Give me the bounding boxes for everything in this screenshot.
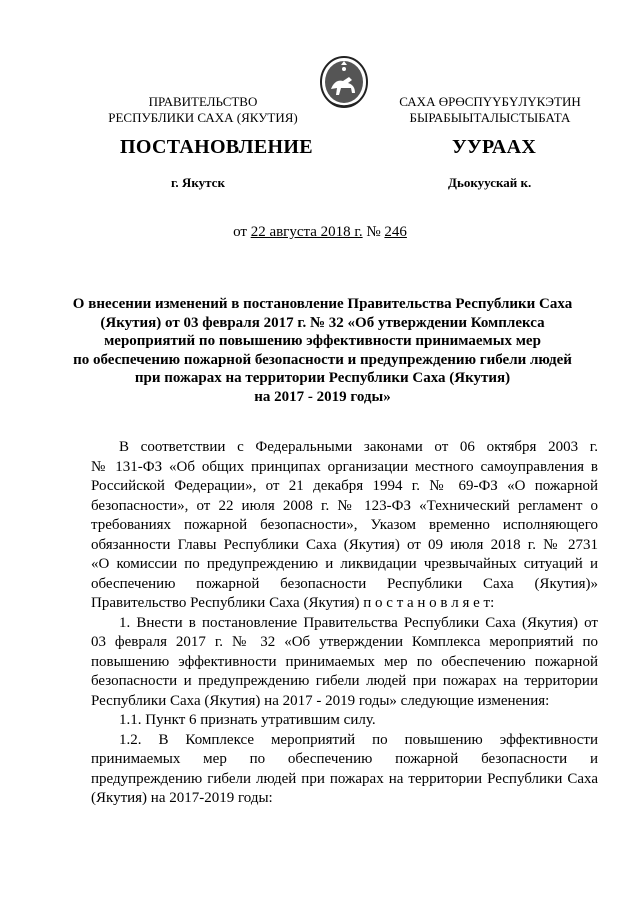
number-prefix: № [362,224,385,240]
document-date: 22 августа 2018 г. [250,224,363,240]
document-body [91,438,598,809]
body-line: 1.2. В Комплексе мероприятий по повышению эффективности [119,731,598,748]
body-line: повышению эффективности принимаемых мер по обеспечению пожарной [91,653,598,670]
body-line: обеспечению пожарной безопасности Республики Саха (Якутия)» [91,575,598,592]
body-line: (Якутия) на 2017-2019 годы: [91,790,273,806]
body-line: обязанности Главы Республики Саха (Якутия) от 09 июля 2018 г. № 2731 [91,536,598,553]
doctype-ru: ПОСТАНОВЛЕНИЕ [120,136,313,158]
document-title [60,295,585,407]
government-name-ru-line1: ПРАВИТЕЛЬСТВО [148,94,258,109]
body-line: Правительство Республики Саха (Якутия) п о с т а н о в л я е т: [91,595,495,611]
title-line: на 2017 - 2019 годы» [254,388,391,405]
body-line: Российской Федерации», от 21 декабря 1994 г. № 69-ФЗ «О пожарной [91,478,598,494]
body-line: 1.1. Пункт 6 признать утратившим силу. [119,712,376,728]
coat-of-arms-icon [319,55,369,113]
body-line: безопасности», от 22 июля 2008 г. № 123-ФЗ «Технический регламент о [91,497,598,514]
title-line: при пожарах на территории Республики Саха (Якутия) [134,370,511,387]
body-line: 03 февраля 2017 г. № 32 «Об утверждении Комплекса мероприятий по [91,634,598,650]
body-line: безопасности и предупреждению гибели людей при пожарах на территории [91,673,598,689]
government-name-sakha [385,94,595,126]
body-line: 1. Внести в постановление Правительства Республики Саха (Якутия) от [119,614,598,631]
title-line: мероприятий по повышению эффективности принимаемых мер [104,333,541,350]
government-name-sakha-line1: САХА ӨРӨСПҮҮБҮЛҮКЭТИН [399,94,581,109]
body-line: предупреждению гибели людей при пожарах на территории Республики Саха [91,770,598,787]
government-name-sakha-line2: БЫРАБЫЫТАЛЫСТЫБАТА [409,110,571,125]
title-line: О внесении изменений в постановление Правительства Республики Саха [72,296,573,312]
government-name-ru-line2: РЕСПУБЛИКИ САХА (ЯКУТИЯ) [108,110,298,125]
city-sakha: Дьокуускай к. [448,175,532,190]
body-line: принимаемых мер по обеспечению пожарной безопасности и [91,751,598,767]
body-line: требованиях пожарной безопасности», Указом временно исполняющего [91,517,598,533]
date-number-line [0,224,640,241]
city-ru: г. Якутск [171,175,225,190]
government-name-ru [108,94,298,126]
body-line: В соответствии с Федеральными законами от 06 октября 2003 г. [119,439,598,455]
date-prefix: от [233,224,251,240]
title-line: (Якутия) от 03 февраля 2017 г. № 32 «Об утверждении Комплекса [100,314,545,331]
body-line: «О комиссии по предупреждению и ликвидации чрезвычайных ситуаций и [91,556,598,572]
doctype-sakha: УУРААХ [452,136,537,158]
body-line: Республики Саха (Якутия) на 2017 - 2019 годы» следующие изменения: [91,692,550,709]
document-number: 246 [384,224,407,240]
body-line: № 131-ФЗ «Об общих принципах организации местного самоуправления в [91,458,598,475]
title-line: по обеспечению пожарной безопасности и предупреждению гибели людей [73,351,572,368]
